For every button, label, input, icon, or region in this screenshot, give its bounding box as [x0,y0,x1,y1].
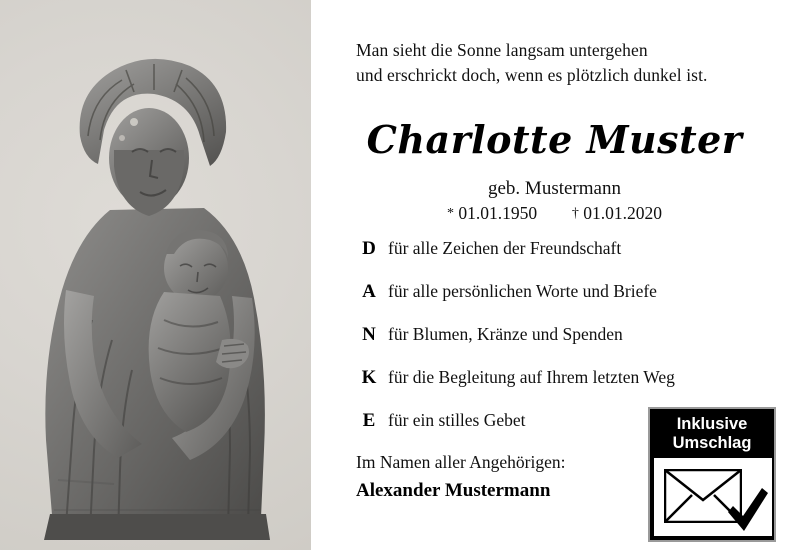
death-symbol: † [571,206,579,221]
list-item [356,238,776,281]
checkmark-icon [726,486,770,536]
list-item [356,281,776,324]
death-date: 01.01.2020 [583,203,662,223]
maiden-name: geb. Mustermann [488,178,621,199]
signature-name: Alexander Mustermann [356,480,551,501]
list-item [356,367,776,410]
life-dates [323,203,786,224]
acrostic-text: für alle persönlichen Worte und Briefe [388,281,657,301]
text-panel [323,0,786,550]
acrostic-letter: K [361,367,377,388]
badge-artwork [654,458,772,536]
deceased-name: Charlotte Muster [366,117,743,162]
inclusive-envelope-badge [648,407,776,542]
acrostic-letter: D [362,238,376,259]
acrostic-text: für die Begleitung auf Ihrem letzten Weg [388,367,675,387]
birth-date: 01.01.1950 [458,203,538,223]
statue-photo-panel [0,0,311,550]
acrostic-letter: N [362,324,376,345]
acrostic-text: für alle Zeichen der Freundschaft [388,238,622,258]
panel-divider [311,0,323,550]
madonna-with-child-relief-sculpture-icon [14,40,299,540]
memorial-verse [356,38,776,89]
badge-line-2: Umschlag [672,433,752,452]
birth-symbol: * [447,206,454,221]
acrostic-letter: A [362,281,376,302]
closing-line: Im Namen aller Angehörigen: [356,452,566,472]
acrostic-text: für Blumen, Kränze und Spenden [388,324,623,344]
acrostic-text: für ein stilles Gebet [388,410,526,430]
badge-line-1: Inklusive [676,415,748,433]
verse-line-1: Man sieht die Sonne langsam untergehen [356,40,648,60]
verse-line-2: und erschrickt doch, wenn es plötzlich dunkel ist. [356,65,708,86]
list-item [356,324,776,367]
badge-text [654,413,770,453]
acrostic-letter: E [362,410,376,431]
